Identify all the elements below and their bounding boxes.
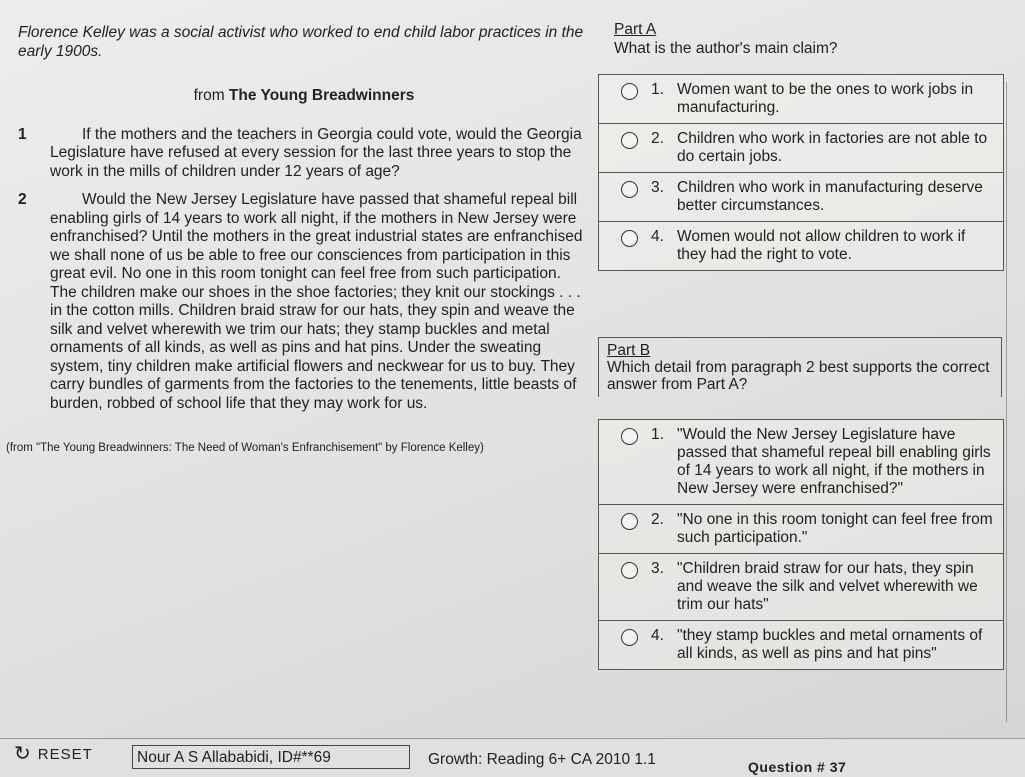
option-number: 2. [651, 511, 664, 528]
part-a-label: Part A [614, 21, 657, 38]
option-text: Children who work in factories are not able to do certain jobs. [677, 130, 988, 165]
radio-button[interactable] [621, 428, 638, 445]
radio-button[interactable] [621, 132, 638, 149]
part-b-options [598, 419, 1004, 670]
part-a-options [598, 74, 1004, 271]
part-a-question: What is the author's main claim? [614, 40, 838, 57]
radio-button[interactable] [621, 83, 638, 100]
paragraph-number: 2 [18, 191, 27, 208]
option-text: Women would not allow children to work if they had the right to vote. [677, 228, 966, 263]
reset-label: RESET [37, 745, 93, 763]
option-text: "Children braid straw for our hats, they spin and weave the silk and velvet wherewith we trim our hats" [677, 560, 978, 613]
paragraph-text: If the mothers and the teachers in Georgia could vote, would the Georgia Legislature have refused at every session for the last three years to stop the work in the mills of children under 12 years of age? [50, 125, 582, 180]
option-text: Children who work in manufacturing deserve better circumstances. [677, 179, 983, 214]
part-b-option-3[interactable] [599, 553, 1003, 620]
option-number: 3. [651, 179, 664, 196]
passage-citation: (from "The Young Breadwinners: The Need of Woman's Enfranchisement" by Florence Kelley) [6, 442, 484, 454]
part-b-option-2[interactable] [599, 504, 1003, 553]
option-text: "No one in this room tonight can feel free from such participation." [677, 511, 993, 546]
option-text: "they stamp buckles and metal ornaments of all kinds, as well as pins and hat pins" [677, 627, 983, 662]
reading-passage [6, 24, 590, 458]
part-b-label: Part B [607, 342, 651, 359]
part-b-question: Which detail from paragraph 2 best supports the correct answer from Part A? [607, 359, 990, 393]
reset-button[interactable] [14, 745, 93, 763]
option-number: 1. [651, 426, 664, 443]
radio-button[interactable] [621, 562, 638, 579]
part-a-option-2[interactable] [599, 123, 1003, 172]
part-a-option-3[interactable] [599, 172, 1003, 221]
part-a-header [614, 20, 838, 58]
option-number: 2. [651, 130, 664, 147]
option-number: 4. [651, 627, 664, 644]
paragraph-2 [18, 191, 590, 413]
paragraph-text: Would the New Jersey Legislature have passed that shameful repeal bill enabling girls of 14 years to work all night, if the mothers in New Jersey were enfranchised? Until the mothers in the great industrial states are enfranchised we shall none of us be able to free our consciences from participation in this great evil. No one in this room tonight can feel free from such participation. The children make our shoes in the shoe factories; they knit our stockings . . . in the cotton mills. Children braid straw for our hats, they spin and weave the silk and velvet wherewith we trim our hats; they stamp buckles and metal ornaments of all kinds, as well as pins and hat pins. Under the sweating system, tiny children make artificial flowers and neckwear for us to buy. They carry bundles of garments from the factories to the tenements, little beasts of burden, robbed of school life that they may work for us. [50, 191, 583, 412]
part-a-option-4[interactable] [599, 221, 1003, 270]
radio-button[interactable] [621, 629, 638, 646]
paragraph-1 [18, 126, 590, 182]
growth-standard-label: Growth: Reading 6+ CA 2010 1.1 [428, 751, 656, 768]
part-b-option-1[interactable] [599, 420, 1003, 504]
refresh-icon: ↻ [14, 743, 32, 765]
passage-intro: Florence Kelley was a social activist who worked to end child labor practices in the early 1900s. [18, 24, 584, 60]
option-number: 3. [651, 560, 664, 577]
radio-button[interactable] [621, 181, 638, 198]
source-title: The Young Breadwinners [228, 87, 415, 104]
part-a-option-1[interactable] [599, 75, 1003, 123]
radio-button[interactable] [621, 513, 638, 530]
question-number: Question # 37 [748, 759, 847, 775]
part-b-header [598, 337, 1002, 397]
paragraph-number: 1 [18, 125, 27, 143]
bottom-toolbar [0, 738, 1025, 777]
option-text: "Would the New Jersey Legislature have passed that shameful repeal bill enabling girls of 14 years to work all night, if the mothers in New Jersey were enfranchised?" [677, 426, 991, 497]
option-number: 1. [651, 81, 664, 98]
radio-button[interactable] [621, 230, 638, 247]
source-prefix: from [193, 87, 229, 104]
option-number: 4. [651, 228, 664, 245]
right-edge-divider [1006, 82, 1025, 722]
part-b-option-4[interactable] [599, 620, 1003, 669]
option-text: Women want to be the ones to work jobs in manufacturing. [677, 81, 974, 116]
passage-source-title [18, 87, 590, 106]
student-name-field: Nour A S Allababidi, ID#**69 [132, 745, 410, 769]
